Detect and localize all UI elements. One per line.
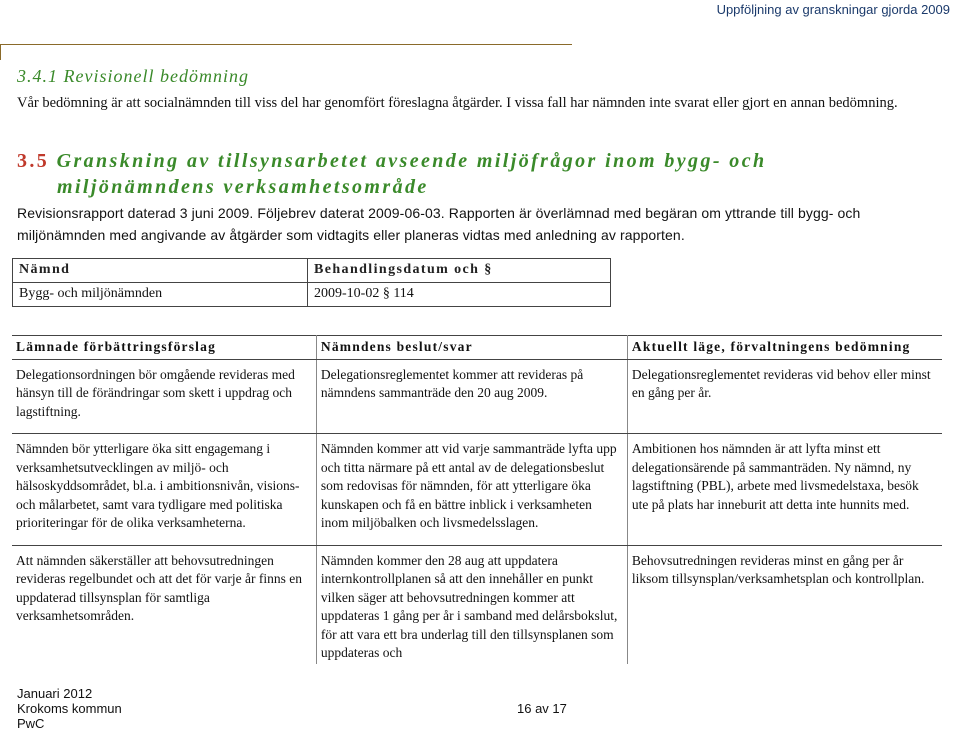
cell-proposal: Delegationsordningen bör omgående revideras med hänsyn till de förändringar som skett i uppdrag och lagstiftning.	[12, 359, 316, 434]
section-341-heading: 3.4.1 Revisionell bedömning	[17, 66, 249, 86]
footer	[17, 686, 122, 731]
cell-board: Bygg- och miljönämnden	[13, 283, 308, 307]
cell-decision: Nämnden kommer att vid varje sammanträde lyfta upp och titta närmare på ett antal av de delegationsbeslut som redovisas för nämnden, för att ytterligare öka kunskapen och få en bättre inblick i verksamheten inom miljöbalken och livsmedelsslagen.	[316, 434, 627, 546]
treatment-table-row	[13, 283, 611, 307]
section-341-text: Vår bedömning är att socialnämnden till viss del har genomfört föreslagna åtgärder. I vissa fall har nämnden inte svarat eller gjort en annan bedömning.	[17, 95, 898, 111]
proposals-table	[12, 335, 942, 664]
header-rule	[0, 44, 572, 45]
section-35-title-line2: miljönämndens verksamhetsområde	[57, 176, 429, 198]
page-number: 16 av 17	[517, 701, 567, 716]
footer-org: Krokoms kommun	[17, 701, 122, 716]
cell-proposal: Att nämnden säkerställer att behovsutredningen revideras regelbundet och att det för varje år finns en uppdaterad tillsynsplan för samtliga verksamhetsområden.	[12, 545, 316, 664]
cell-status: Ambitionen hos nämnden är att lyfta minst ett delegationsärende på sammanträden. Ny nämnd, ny lagstiftning (PBL), arbete med livsmedelstaxa, besök ute på plats har inneburit att detta inte hunnits med.	[627, 434, 942, 546]
header-cell-date: Behandlingsdatum och §	[308, 259, 611, 283]
table-row	[12, 359, 942, 434]
footer-firm: PwC	[17, 716, 45, 731]
section-35-number: 3.5	[17, 150, 50, 172]
section-35-title-line1: Granskning av tillsynsarbetet avseende miljöfrågor inom bygg- och	[56, 150, 767, 172]
cell-decision: Delegationsreglementet kommer att revideras på nämndens sammanträde den 20 aug 2009.	[316, 359, 627, 434]
table-row	[12, 545, 942, 664]
header-cell-proposals: Lämnade förbättringsförslag	[12, 336, 316, 360]
footer-date: Januari 2012	[17, 686, 93, 701]
header-cell-board: Nämnd	[13, 259, 308, 283]
section-35-intro: Revisionsrapport daterad 3 juni 2009. Följebrev daterat 2009-06-03. Rapporten är överlämnad med begäran om yttrande till bygg- och miljönämnden med angivande av åtgärder som vidtagits eller planeras vidtas med anledning av rapporten.	[17, 205, 861, 243]
cell-status: Behovsutredningen revideras minst en gång per år liksom tillsynsplan/verksamhetsplan och kontrollplan.	[631, 552, 925, 586]
running-header: Uppföljning av granskningar gjorda 2009	[716, 2, 950, 17]
header-rule-tick	[0, 44, 1, 60]
cell-date: 2009-10-02 § 114	[308, 283, 611, 307]
header-cell-status: Aktuellt läge, förvaltningens bedömning	[627, 336, 942, 360]
proposals-table-header	[12, 336, 942, 360]
table-row	[12, 434, 942, 546]
treatment-table	[12, 258, 611, 307]
cell-proposal: Nämnden bör ytterligare öka sitt engagemang i verksamhetsutvecklingen av miljö- och hälsoskyddsområdet, bl.a. i ambitionsnivån, visions- och målarbetet, samt vara tydligare med politiska prioriteringar för de olika verksamheterna.	[12, 434, 316, 546]
section-35-heading	[17, 148, 947, 200]
cell-status: Delegationsreglementet revideras vid behov eller minst en gång per år.	[627, 359, 942, 434]
header-cell-decision: Nämndens beslut/svar	[316, 336, 627, 360]
treatment-table-header	[13, 259, 611, 283]
cell-decision: Nämnden kommer den 28 aug att uppdatera internkontrollplanen så att den innehåller en punkt vilken säger att behovsutredningen kommer att uppdateras 1 gång per år i samband med delårsbokslut, för att vara ett bra underlag till den tillsynsplanen som uppdateras och	[316, 545, 627, 664]
